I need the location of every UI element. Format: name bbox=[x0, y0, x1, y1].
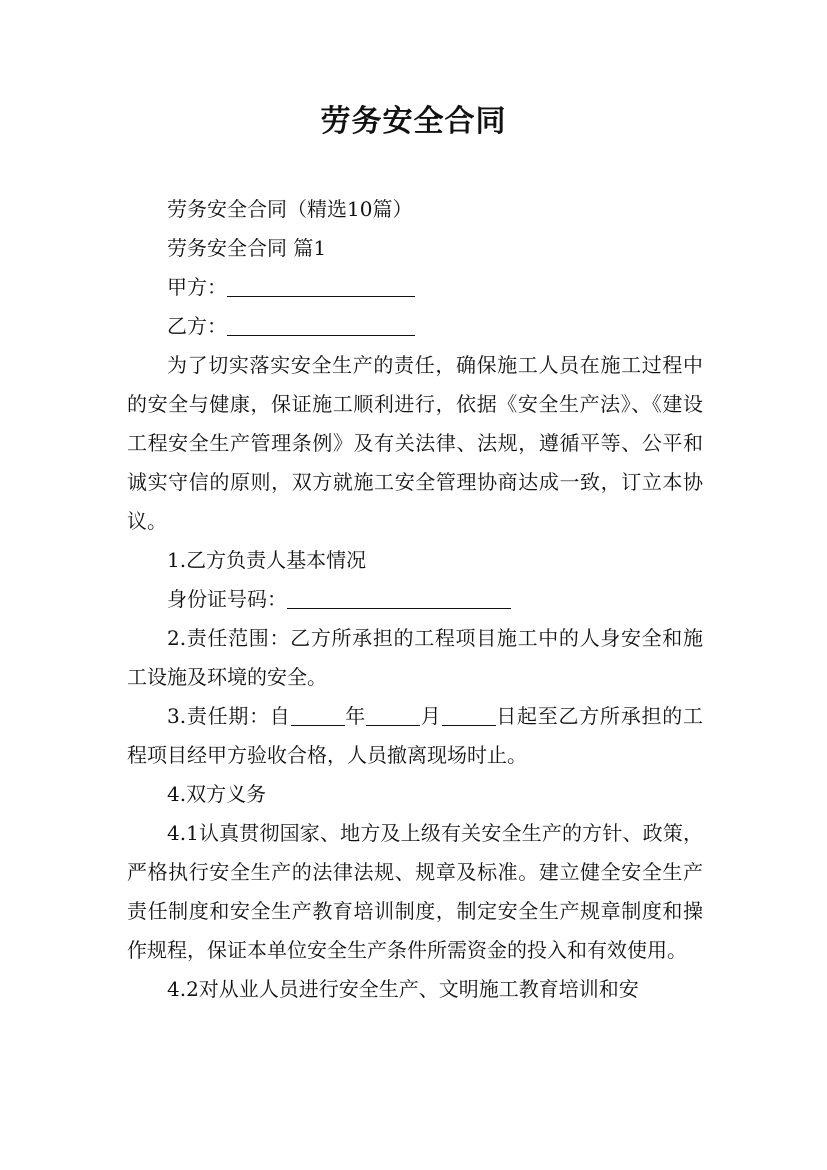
id-number-blank bbox=[287, 588, 511, 609]
year-label: 年 bbox=[344, 704, 367, 728]
party-a-label: 甲方： bbox=[167, 275, 227, 299]
party-a-blank bbox=[227, 276, 415, 297]
month-label: 月 bbox=[420, 704, 442, 728]
month-blank bbox=[366, 705, 420, 726]
day-blank bbox=[442, 705, 496, 726]
section-4-2-paragraph: 4.2对从业人员进行安全生产、文明施工教育培训和安 bbox=[167, 977, 639, 1001]
article-heading: 劳务安全合同 篇1 bbox=[167, 236, 327, 260]
document-body bbox=[127, 190, 703, 1009]
id-number-label: 身份证号码： bbox=[167, 587, 287, 611]
section-4-1-paragraph: 4.1认真贯彻国家、地方及上级有关安全生产的方针、政策，严格执行安全生产的法律法规、规章及标准。建立健全安全生产责任制度和安全生产教育培训制度，制定安全生产规章制度和操作规程，保证本单位安全生产条件所需资金的投入和有效使用。 bbox=[127, 821, 703, 962]
section-3-suffix: 日起至乙方所承担的工程项目经甲方验收合格，人员撤离现场时止。 bbox=[127, 704, 704, 767]
section-3-paragraph bbox=[127, 697, 703, 775]
document-title: 劳务安全合同 bbox=[320, 104, 507, 139]
section-2-paragraph: 2.责任范围：乙方所承担的工程项目施工中的人身安全和施工设施及环境的安全。 bbox=[127, 626, 703, 689]
section-3-prefix: 3.责任期：自 bbox=[167, 704, 291, 728]
party-a-line bbox=[127, 268, 703, 307]
party-b-blank bbox=[227, 315, 415, 336]
party-b-label: 乙方： bbox=[167, 314, 227, 338]
year-blank bbox=[291, 705, 345, 726]
party-b-line bbox=[127, 307, 703, 346]
section-4-heading: 4.双方义务 bbox=[167, 782, 267, 806]
section-1-heading: 1.乙方负责人基本情况 bbox=[167, 548, 367, 572]
preamble-paragraph: 为了切实落实安全生产的责任，确保施工人员在施工过程中的安全与健康，保证施工顺利进行，依据《安全生产法》、《建设工程安全生产管理条例》及有关法律、法规，遵循平等、公平和诚实守信的原则，双方就施工安全管理协商达成一致，订立本协议。 bbox=[127, 353, 703, 533]
document-subtitle: 劳务安全合同（精选10篇） bbox=[167, 197, 413, 221]
id-number-line bbox=[127, 580, 703, 619]
